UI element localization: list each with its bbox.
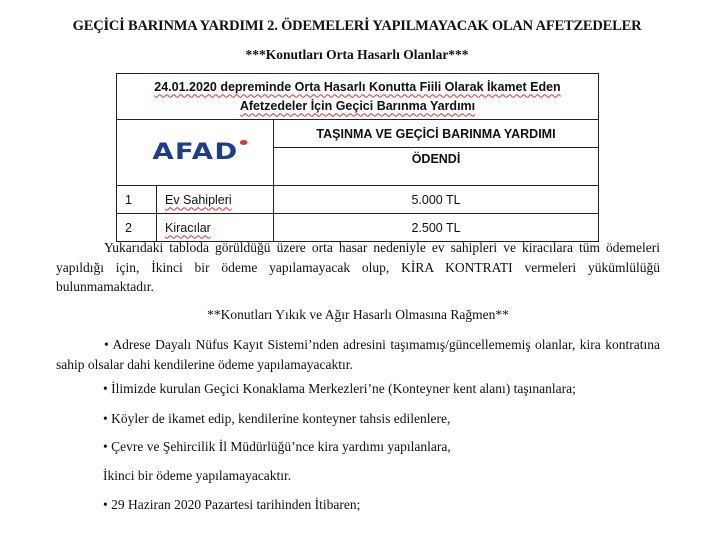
section-heading-heavy-damage: **Konutları Yıkık ve Ağır Hasarlı Olmasına Rağmen** bbox=[207, 307, 509, 322]
bullet-villages: • Köyler de ikamet edip, kendilerine konteyner tahsis edilenlere, bbox=[103, 411, 451, 426]
row-label: Ev Sahipleri bbox=[157, 186, 274, 214]
document-title: GEÇİCİ BARINMA YARDIMI 2. ÖDEMELERİ YAPILMAYACAK OLAN AFETZEDELER bbox=[72, 18, 642, 34]
bullet-date: • 29 Haziran 2020 Pazartesi tarihinden İtibaren; bbox=[103, 497, 361, 512]
afad-logo: AFAD bbox=[152, 140, 238, 165]
row-amount: 2.500 TL bbox=[274, 214, 599, 242]
bullet-container-city: • İlimizde kurulan Geçici Konaklama Merkezleri’ne (Konteyner kent alanı) taşınanlara; bbox=[103, 381, 576, 396]
table-row bbox=[117, 186, 599, 214]
aid-table bbox=[116, 73, 599, 242]
row-amount: 5.000 TL bbox=[274, 186, 599, 214]
table-header-line1: 24.01.2020 depreminde Orta Hasarlı Konutta Fiili Olarak İkamet Eden bbox=[154, 79, 561, 94]
column-header: TAŞINMA VE GEÇİCİ BARINMA YARDIMI bbox=[274, 120, 599, 148]
bullet-address-system: • Adrese Dayalı Nüfus Kayıt Sistemi’nden adresini taşımamış/güncellememiş olanlar, kira kontratına sahip olsalar dahi kendilerine ödeme yapılamayacaktır. bbox=[56, 337, 660, 372]
section-heading-medium-damage: ***Konutları Orta Hasarlı Olanlar*** bbox=[245, 47, 469, 62]
column-status: ÖDENDİ bbox=[274, 148, 599, 186]
row-label: Kiracılar bbox=[157, 214, 274, 242]
closing-statement: İkinci bir ödeme yapılamayacaktır. bbox=[103, 468, 292, 483]
row-number: 1 bbox=[117, 186, 157, 214]
paragraph-explanation: Yukarıdaki tabloda görüldüğü üzere orta hasar nedeniyle ev sahipleri ve kiracılara tüm ödemeleri yapıldığı için, İkinci bir ödeme yapılamayacak olup, KİRA KONTRATI vermeleri yükümlülüğü bulunmamaktadır. bbox=[56, 240, 660, 294]
row-number: 2 bbox=[117, 214, 157, 242]
logo-dot-icon bbox=[239, 140, 247, 145]
logo-cell bbox=[117, 120, 274, 186]
bullet-rent-aid: • Çevre ve Şehircilik İl Müdürlüğü’nce kira yardımı yapılanlara, bbox=[103, 439, 451, 454]
table-header-line2: Afetzedeler İçin Geçici Barınma Yardımı bbox=[239, 98, 476, 113]
table-header bbox=[117, 74, 599, 120]
